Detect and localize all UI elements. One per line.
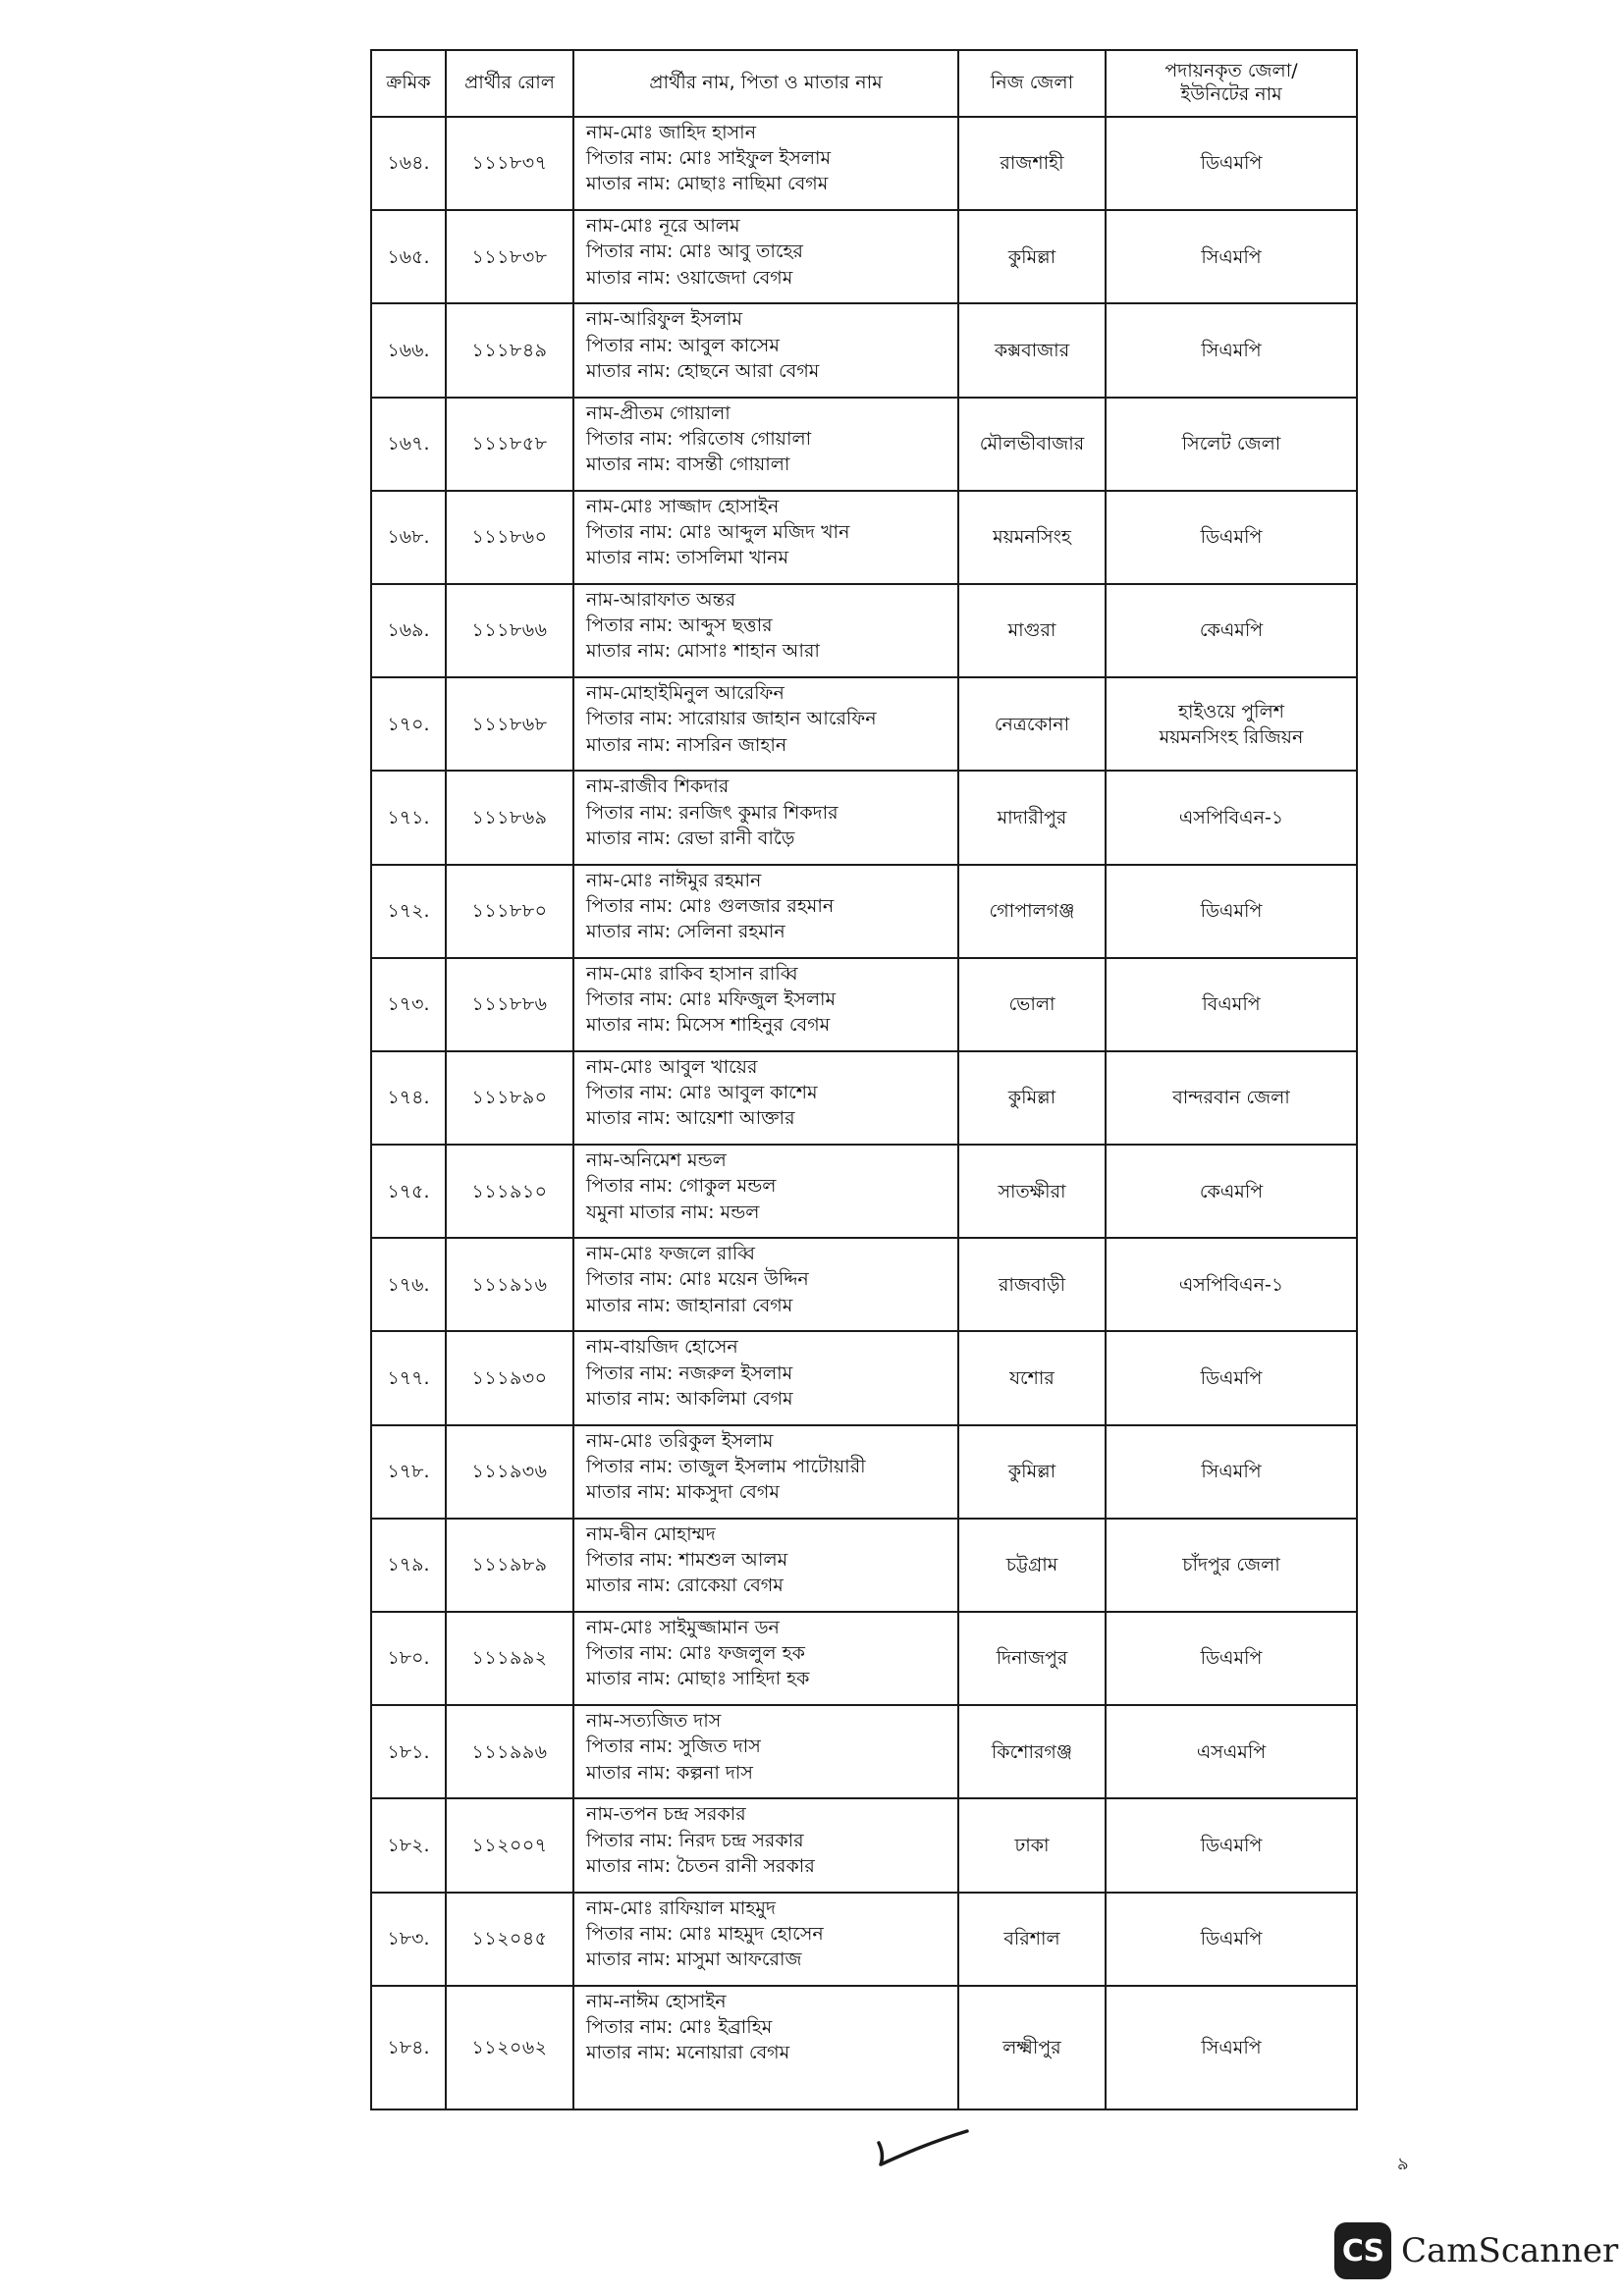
- posted-unit: কেএমপি: [1199, 1180, 1264, 1202]
- serial-cell: ১৬৬.: [371, 303, 446, 397]
- serial-cell: ১৬৮.: [371, 491, 446, 584]
- mother-name: মাতার নাম: হোছনে আরা বেগম: [586, 359, 820, 382]
- serial-cell: ১৬৫.: [371, 210, 446, 303]
- posted-unit: এসপিবিএন-১: [1178, 1273, 1284, 1296]
- table-row: [371, 958, 1357, 1051]
- names-cell: [573, 1893, 958, 1986]
- roll-cell: ১১২০৬২: [446, 1986, 573, 2109]
- table-row: [371, 1238, 1357, 1331]
- mother-name: মাতার নাম: মোছাঃ নাছিমা বেগম: [586, 173, 829, 195]
- father-name: পিতার নাম: মোঃ ইব্রাহিম: [586, 2015, 773, 2038]
- names-cell: [573, 1425, 958, 1519]
- mother-name: মাতার নাম: আয়েশা আক্তার: [586, 1107, 795, 1130]
- posted-unit-cell: [1106, 865, 1357, 958]
- mother-name: মাতার নাম: তাসলিমা খানম: [586, 547, 789, 569]
- names-cell: [573, 1612, 958, 1705]
- roll-cell: ১১১৮৬৮: [446, 677, 573, 771]
- header-home-district: নিজ জেলা: [958, 50, 1106, 117]
- posted-unit-cell: [1106, 1145, 1357, 1238]
- posted-unit: ডিএমপি: [1200, 1928, 1263, 1950]
- serial-cell: ১৮০.: [371, 1612, 446, 1705]
- father-name: পিতার নাম: নিরদ চন্দ্র সরকার: [586, 1829, 804, 1851]
- home-district-cell: মাদারীপুর: [958, 771, 1106, 864]
- father-name: পিতার নাম: শামশুল আলম: [586, 1549, 788, 1572]
- candidate-name: নাম-নাঈম হোসাইন: [586, 1990, 727, 2012]
- home-district-cell: ভোলা: [958, 958, 1106, 1051]
- posted-unit: সিএমপি: [1201, 2036, 1262, 2058]
- roll-cell: ১১১৮৮০: [446, 865, 573, 958]
- posting-table: [370, 49, 1358, 2110]
- table-row: [371, 303, 1357, 397]
- names-cell: [573, 1519, 958, 1612]
- table-row: [371, 1612, 1357, 1705]
- names-cell: [573, 1986, 958, 2109]
- mother-name: মাতার নাম: মনোয়ারা বেগম: [586, 2042, 790, 2064]
- posted-unit: সিলেট জেলা: [1181, 433, 1281, 455]
- father-name: পিতার নাম: মোঃ সাইফুল ইসলাম: [586, 147, 832, 170]
- table-row: [371, 584, 1357, 677]
- table-row: [371, 1331, 1357, 1424]
- posted-unit-cell: [1106, 1238, 1357, 1331]
- candidate-name: নাম-মোঃ নাঈমুর রহমান: [586, 869, 762, 891]
- father-name: পিতার নাম: নজরুল ইসলাম: [586, 1362, 793, 1384]
- posted-unit: বিএমপি: [1202, 993, 1261, 1016]
- posted-unit-cell: [1106, 1519, 1357, 1612]
- home-district-cell: নেত্রকোনা: [958, 677, 1106, 771]
- home-district-cell: ময়মনসিংহ: [958, 491, 1106, 584]
- mother-name: মাতার নাম: রোকেয়া বেগম: [586, 1575, 784, 1597]
- roll-cell: ১১২০০৭: [446, 1798, 573, 1892]
- table-row: [371, 1893, 1357, 1986]
- posted-unit: কেএমপি: [1199, 619, 1264, 642]
- table-row: [371, 1051, 1357, 1145]
- table-row: [371, 1798, 1357, 1892]
- home-district-cell: লক্ষ্মীপুর: [958, 1986, 1106, 2109]
- names-cell: [573, 210, 958, 303]
- posted-unit: সিএমপি: [1201, 1461, 1262, 1483]
- posted-unit-cell: [1106, 117, 1357, 210]
- father-name: পিতার নাম: সারোয়ার জাহান আরেফিন: [586, 708, 877, 730]
- posted-unit-cell: [1106, 677, 1357, 771]
- posted-unit: বান্দরবান জেলা: [1172, 1087, 1290, 1109]
- serial-cell: ১৭০.: [371, 677, 446, 771]
- home-district-cell: চট্টগ্রাম: [958, 1519, 1106, 1612]
- header-posted-unit-line1: পদায়নকৃত জেলা/: [1164, 60, 1298, 82]
- table-row: [371, 1519, 1357, 1612]
- mother-name: মাতার নাম: মোসাঃ শাহান আরা: [586, 640, 820, 663]
- candidate-name: নাম-তপন চন্দ্র সরকার: [586, 1803, 746, 1826]
- mother-name: মাতার নাম: জাহানারা বেগম: [586, 1294, 793, 1316]
- mother-name: মাতার নাম: ওয়াজেদা বেগম: [586, 266, 793, 289]
- names-cell: [573, 1705, 958, 1798]
- header-posted-unit: [1106, 50, 1357, 117]
- posted-unit: ডিএমপি: [1200, 1834, 1263, 1856]
- mother-name: মাতার নাম: সেলিনা রহমান: [586, 920, 785, 942]
- names-cell: [573, 677, 958, 771]
- candidate-name: নাম-মোঃ সাইমুজ্জামান ডন: [586, 1617, 780, 1638]
- mother-name: মাতার নাম: মিসেস শাহিনুর বেগম: [586, 1014, 831, 1037]
- serial-cell: ১৬৪.: [371, 117, 446, 210]
- father-name: পিতার নাম: তাজুল ইসলাম পাটোয়ারী: [586, 1455, 866, 1477]
- camscanner-text: CamScanner: [1401, 2231, 1619, 2270]
- candidate-name: নাম-মোহাইমিনুল আরেফিন: [586, 682, 784, 705]
- candidate-name: নাম-মোঃ রাফিয়াল মাহমুদ: [586, 1896, 776, 1919]
- camscanner-logo-icon: CS: [1334, 2222, 1391, 2279]
- father-name: পিতার নাম: মোঃ আবুল কাশেম: [586, 1082, 818, 1104]
- father-name: পিতার নাম: মোঃ গুলজার রহমান: [586, 894, 835, 917]
- candidate-name: নাম-অনিমেশ মন্ডল: [586, 1149, 727, 1172]
- names-cell: [573, 771, 958, 864]
- candidate-name: নাম-আরিফুল ইসলাম: [586, 308, 743, 331]
- names-cell: [573, 398, 958, 491]
- home-district-cell: যশোর: [958, 1331, 1106, 1424]
- serial-cell: ১৮২.: [371, 1798, 446, 1892]
- candidate-name: নাম-মোঃ তরিকুল ইসলাম: [586, 1429, 774, 1452]
- serial-cell: ১৮১.: [371, 1705, 446, 1798]
- roll-cell: ১১১৮৯০: [446, 1051, 573, 1145]
- posted-unit: সিএমপি: [1201, 245, 1262, 268]
- candidate-name: নাম-মোঃ ফজলে রাব্বি: [586, 1243, 755, 1265]
- names-cell: [573, 1051, 958, 1145]
- candidate-name: নাম-প্রীতম গোয়ালা: [586, 401, 730, 424]
- table-row: [371, 865, 1357, 958]
- father-name: পিতার নাম: মোঃ মাহমুদ হোসেন: [586, 1922, 824, 1945]
- candidate-name: নাম-মোঃ রাকিব হাসান রাব্বি: [586, 962, 798, 985]
- serial-cell: ১৭২.: [371, 865, 446, 958]
- header-posted-unit-line2: ইউনিটের নাম: [1180, 83, 1282, 105]
- home-district-cell: কিশোরগঞ্জ: [958, 1705, 1106, 1798]
- posted-unit: ডিএমপি: [1200, 1366, 1263, 1389]
- serial-cell: ১৭৪.: [371, 1051, 446, 1145]
- mother-name: মাতার নাম: মোছাঃ সাহিদা হক: [586, 1668, 810, 1690]
- serial-cell: ১৭৬.: [371, 1238, 446, 1331]
- roll-cell: ১১১৮৬০: [446, 491, 573, 584]
- home-district-cell: রাজবাড়ী: [958, 1238, 1106, 1331]
- serial-cell: ১৮৪.: [371, 1986, 446, 2109]
- home-district-cell: কুমিল্লা: [958, 1051, 1106, 1145]
- father-name: পিতার নাম: পরিতোষ গোয়ালা: [586, 427, 812, 450]
- roll-cell: ১১১৯৩৬: [446, 1425, 573, 1519]
- posted-unit-line2: ময়মনসিংহ রিজিয়ন: [1159, 725, 1304, 748]
- posted-unit-cell: [1106, 210, 1357, 303]
- names-cell: [573, 1238, 958, 1331]
- home-district-cell: কক্সবাজার: [958, 303, 1106, 397]
- names-cell: [573, 584, 958, 677]
- posted-unit-cell: [1106, 1705, 1357, 1798]
- candidate-name: নাম-মোঃ জাহিদ হাসান: [586, 122, 757, 143]
- posted-unit-cell: [1106, 1798, 1357, 1892]
- candidate-name: নাম-সত্যজিত দাস: [586, 1710, 722, 1733]
- candidate-name: নাম-দ্বীন মোহাম্মদ: [586, 1522, 716, 1545]
- home-district-cell: দিনাজপুর: [958, 1612, 1106, 1705]
- father-name: পিতার নাম: মোঃ আবু তাহের: [586, 240, 803, 263]
- mother-name: মাতার নাম: মাসুমা আফরোজ: [586, 1949, 802, 1970]
- names-cell: [573, 865, 958, 958]
- home-district-cell: সাতক্ষীরা: [958, 1145, 1106, 1238]
- posted-unit-cell: [1106, 958, 1357, 1051]
- candidate-name: নাম-মোঃ আবুল খায়ের: [586, 1055, 758, 1078]
- table-row: [371, 677, 1357, 771]
- table-row: [371, 771, 1357, 864]
- father-name: পিতার নাম: মোঃ ময়েন উদ্দিন: [586, 1268, 809, 1291]
- roll-cell: ১১২০৪৫: [446, 1893, 573, 1986]
- father-name: পিতার নাম: সুজিত দাস: [586, 1735, 761, 1758]
- roll-cell: ১১১৯১৬: [446, 1238, 573, 1331]
- serial-cell: ১৮৩.: [371, 1893, 446, 1986]
- posted-unit-cell: [1106, 1612, 1357, 1705]
- names-cell: [573, 303, 958, 397]
- names-cell: [573, 1798, 958, 1892]
- names-cell: [573, 1145, 958, 1238]
- home-district-cell: বরিশাল: [958, 1893, 1106, 1986]
- table-row: [371, 491, 1357, 584]
- posted-unit: ডিএমপি: [1200, 1647, 1263, 1670]
- posted-unit: হাইওয়ে পুলিশ: [1178, 700, 1284, 722]
- serial-cell: ১৭১.: [371, 771, 446, 864]
- mother-name: মাতার নাম: কল্পনা দাস: [586, 1761, 753, 1784]
- roll-cell: ১১১৮৬৬: [446, 584, 573, 677]
- table-row: [371, 398, 1357, 491]
- table-header: [371, 50, 1357, 117]
- mother-name: মাতার নাম: বাসন্তী গোয়ালা: [586, 454, 790, 475]
- mother-name: মাতার নাম: মাকসুদা বেগম: [586, 1481, 780, 1504]
- mother-name: মাতার নাম: চৈতন রানী সরকার: [586, 1854, 815, 1877]
- roll-cell: ১১১৯৮৯: [446, 1519, 573, 1612]
- roll-cell: ১১১৮৪৯: [446, 303, 573, 397]
- posted-unit-cell: [1106, 771, 1357, 864]
- roll-cell: ১১১৮৫৮: [446, 398, 573, 491]
- posted-unit: চাঁদপুর জেলা: [1182, 1554, 1280, 1576]
- posted-unit-cell: [1106, 491, 1357, 584]
- table-row: [371, 117, 1357, 210]
- table-row: [371, 210, 1357, 303]
- table-row: [371, 1986, 1357, 2109]
- serial-cell: ১৭৮.: [371, 1425, 446, 1519]
- serial-cell: ১৭৭.: [371, 1331, 446, 1424]
- father-name: পিতার নাম: রনজিৎ কুমার শিকদার: [586, 801, 839, 824]
- candidate-name: নাম-বায়জিদ হোসেন: [586, 1336, 738, 1359]
- candidate-name: নাম-রাজীব শিকদার: [586, 775, 730, 798]
- serial-cell: ১৭৯.: [371, 1519, 446, 1612]
- serial-cell: ১৭৩.: [371, 958, 446, 1051]
- mother-name: মাতার নাম: নাসরিন জাহান: [586, 733, 787, 756]
- home-district-cell: মাগুরা: [958, 584, 1106, 677]
- names-cell: [573, 117, 958, 210]
- roll-cell: ১১১৮৩৮: [446, 210, 573, 303]
- header-roll: প্রার্থীর রোল: [446, 50, 573, 117]
- posted-unit: ডিএমপি: [1200, 899, 1263, 922]
- home-district-cell: কুমিল্লা: [958, 210, 1106, 303]
- roll-cell: ১১১৮৮৬: [446, 958, 573, 1051]
- table-body: [371, 117, 1357, 2109]
- names-cell: [573, 958, 958, 1051]
- serial-cell: ১৬৭.: [371, 398, 446, 491]
- candidate-name: নাম-আরাফাত অন্তর: [586, 588, 736, 611]
- serial-cell: ১৬৯.: [371, 584, 446, 677]
- check-mark-signature: [869, 2125, 977, 2174]
- posted-unit: এসএমপি: [1196, 1740, 1267, 1763]
- home-district-cell: রাজশাহী: [958, 117, 1106, 210]
- table-row: [371, 1705, 1357, 1798]
- posted-unit-cell: [1106, 1425, 1357, 1519]
- page-number: ৯: [1397, 2154, 1409, 2174]
- candidate-name: নাম-মোঃ সাজ্জাদ হোসাইন: [586, 495, 780, 517]
- roll-cell: ১১১৮৬৯: [446, 771, 573, 864]
- roll-cell: ১১১৯৯২: [446, 1612, 573, 1705]
- home-district-cell: ঢাকা: [958, 1798, 1106, 1892]
- posted-unit-cell: [1106, 303, 1357, 397]
- home-district-cell: মৌলভীবাজার: [958, 398, 1106, 491]
- camscanner-watermark: [1334, 2222, 1618, 2279]
- header-serial: ক্রমিক: [371, 50, 446, 117]
- mother-name: মাতার নাম: রেভা রানী বাড়ৈ: [586, 827, 795, 849]
- posted-unit-cell: [1106, 1331, 1357, 1424]
- roll-cell: ১১১৯১০: [446, 1145, 573, 1238]
- mother-name: মাতার নাম: আকলিমা বেগম: [586, 1387, 793, 1410]
- father-name: পিতার নাম: মোঃ মফিজুল ইসলাম: [586, 988, 837, 1010]
- table-row: [371, 1145, 1357, 1238]
- posted-unit-cell: [1106, 584, 1357, 677]
- posted-unit-cell: [1106, 1986, 1357, 2109]
- home-district-cell: কুমিল্লা: [958, 1425, 1106, 1519]
- serial-cell: ১৭৫.: [371, 1145, 446, 1238]
- posted-unit-cell: [1106, 1893, 1357, 1986]
- roll-cell: ১১১৮৩৭: [446, 117, 573, 210]
- table-row: [371, 1425, 1357, 1519]
- roll-cell: ১১১৯৯৬: [446, 1705, 573, 1798]
- posted-unit: সিএমপি: [1201, 339, 1262, 361]
- posted-unit: এসপিবিএন-১: [1178, 806, 1284, 828]
- posted-unit: ডিএমপি: [1200, 526, 1263, 549]
- father-name: পিতার নাম: মোঃ আব্দুল মজিদ খান: [586, 520, 850, 543]
- header-row: [371, 50, 1357, 117]
- names-cell: [573, 491, 958, 584]
- father-name: পিতার নাম: আব্দুস ছত্তার: [586, 614, 773, 637]
- posted-unit-cell: [1106, 1051, 1357, 1145]
- mother-name: যমুনা মাতার নাম: মন্ডল: [586, 1201, 760, 1223]
- roll-cell: ১১১৯৩০: [446, 1331, 573, 1424]
- posted-unit: ডিএমপি: [1200, 152, 1263, 175]
- header-names: প্রার্থীর নাম, পিতা ও মাতার নাম: [573, 50, 958, 117]
- posted-unit-cell: [1106, 398, 1357, 491]
- father-name: পিতার নাম: গোকুল মন্ডল: [586, 1175, 777, 1198]
- father-name: পিতার নাম: আবুল কাসেম: [586, 334, 780, 356]
- candidate-name: নাম-মোঃ নূরে আলম: [586, 215, 740, 238]
- names-cell: [573, 1331, 958, 1424]
- home-district-cell: গোপালগঞ্জ: [958, 865, 1106, 958]
- father-name: পিতার নাম: মোঃ ফজলুল হক: [586, 1642, 805, 1665]
